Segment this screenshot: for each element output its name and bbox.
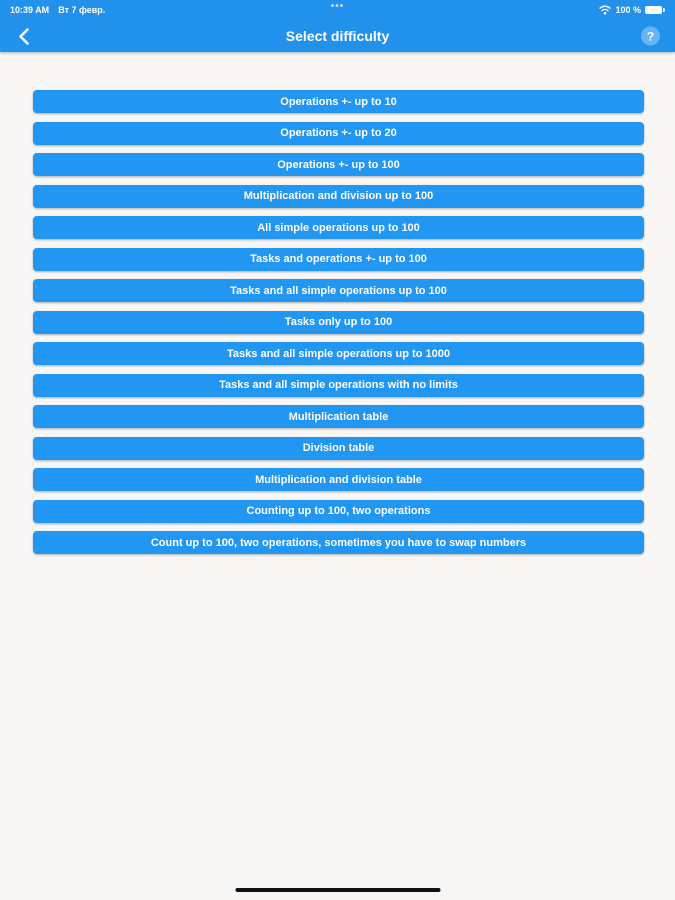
- question-mark-icon: ?: [646, 29, 655, 43]
- difficulty-button[interactable]: Multiplication and division table: [33, 468, 644, 491]
- battery-icon: [645, 6, 665, 14]
- difficulty-button[interactable]: Operations +- up to 20: [33, 122, 644, 145]
- multitask-dots-icon: •••: [330, 1, 345, 12]
- difficulty-button[interactable]: Division table: [33, 437, 644, 460]
- difficulty-button[interactable]: Multiplication and division up to 100: [33, 185, 644, 208]
- difficulty-button[interactable]: Tasks and all simple operations with no limits: [33, 374, 644, 397]
- difficulty-button[interactable]: Tasks only up to 100: [33, 311, 644, 334]
- nav-bar: [0, 20, 675, 52]
- status-left: [10, 5, 105, 15]
- page-title: Select difficulty: [285, 28, 390, 44]
- difficulty-button[interactable]: Counting up to 100, two operations: [33, 500, 644, 523]
- help-button[interactable]: [641, 27, 660, 46]
- wifi-icon: [599, 5, 611, 15]
- status-right: [599, 5, 665, 15]
- chevron-left-icon: [18, 28, 29, 45]
- battery-percent: 100 %: [615, 5, 641, 15]
- status-bar: [0, 0, 675, 20]
- difficulty-button[interactable]: Tasks and all simple operations up to 100: [33, 279, 644, 302]
- app-header: [0, 0, 675, 52]
- difficulty-button[interactable]: All simple operations up to 100: [33, 216, 644, 239]
- home-indicator[interactable]: [235, 888, 440, 892]
- difficulty-button[interactable]: Operations +- up to 10: [33, 90, 644, 113]
- difficulty-button-list: [33, 90, 644, 554]
- difficulty-button[interactable]: Operations +- up to 100: [33, 153, 644, 176]
- status-time: 10:39 AM: [10, 5, 50, 15]
- difficulty-button[interactable]: Tasks and all simple operations up to 1000: [33, 342, 644, 365]
- back-button[interactable]: [8, 20, 38, 52]
- difficulty-button[interactable]: Tasks and operations +- up to 100: [33, 248, 644, 271]
- difficulty-button[interactable]: Multiplication table: [33, 405, 644, 428]
- status-date: Вт 7 февр.: [58, 5, 106, 15]
- difficulty-button[interactable]: Count up to 100, two operations, sometimes you have to swap numbers: [33, 531, 644, 554]
